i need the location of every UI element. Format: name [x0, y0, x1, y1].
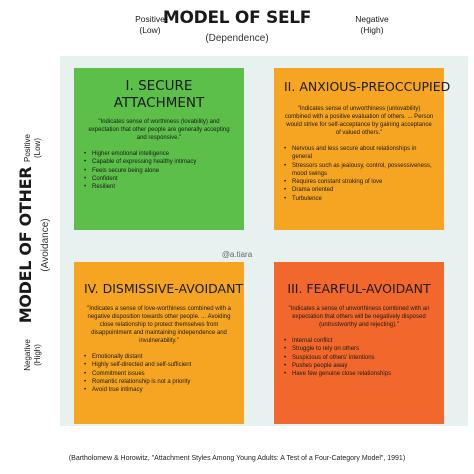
secure-quote: "Indicates sense of worthiness (lovability) and expectation that other people are generally accepting and responsive." — [88, 119, 230, 141]
list-item: • Struggle to rely on others — [284, 345, 434, 353]
quadrant-dismissive-avoidant — [74, 262, 244, 424]
list-item: • Confident — [84, 175, 234, 183]
list-item: • Pushes people away — [284, 362, 434, 370]
quadrant-fearful-avoidant — [274, 262, 444, 424]
model-of-self-title: MODEL OF SELF — [162, 8, 312, 28]
model-of-self-subtitle: (Dependence) — [205, 33, 269, 44]
fearful-traits-list — [284, 337, 434, 378]
secure-title-line-1: I. SECURE — [125, 78, 193, 94]
side-negative-level: (High) — [33, 344, 42, 366]
fearful-quote: "Indicates a sense of unworthiness combined with an expectation that others will be negatively disposed (untrustworthy and rejecting)." — [288, 306, 430, 328]
list-item: • Turbulence — [284, 195, 434, 203]
dismissive-traits-list — [84, 353, 234, 394]
list-item: • Have few genuine close relationships — [284, 370, 434, 378]
anxious-traits-list — [284, 145, 434, 203]
top-negative-level: (High) — [360, 25, 384, 35]
top-negative-text: Negative — [355, 14, 389, 24]
list-item: • Highly self-directed and self-sufficient — [84, 361, 234, 369]
side-positive-text: Positive — [23, 134, 32, 163]
author-watermark: @a.tiara — [221, 250, 253, 259]
quadrant-fearful-title: III. FEARFUL-AVOIDANT — [287, 281, 431, 296]
quadrant-secure — [74, 68, 244, 230]
list-item: • Emotionally distant — [84, 353, 234, 361]
list-item: • Commitment issues — [84, 370, 234, 378]
list-item: • Higher emotional intelligence — [84, 150, 234, 158]
list-item: • Nervous and less secure about relationships in general — [284, 145, 434, 162]
top-axis-negative-label — [340, 14, 404, 36]
quadrant-secure-title — [84, 78, 234, 112]
side-negative-text: Negative — [23, 339, 32, 371]
model-of-other-subtitle: (Avoidance) — [40, 218, 51, 272]
list-item: • Capable of expressing healthy intimacy — [84, 158, 234, 166]
dismissive-quote: "Indicates a sense of love-worthiness combined with a negative disposition towards other people. ... Avoiding close relationship to protect themselves from disappointment and maintaining independence and invulnerability." — [87, 306, 231, 344]
side-positive-level: (Low) — [33, 138, 42, 159]
anxious-quote: "Indicates sense of unworthiness (unlovability) combined with a positive evaluation of others. ... Person would strive for self-acceptance by gaining acceptance of valued others." — [284, 106, 434, 136]
quadrant-anxious-preoccupied — [274, 68, 451, 230]
list-item: • Requires constant stroking of love — [284, 178, 434, 186]
top-positive-text: Positive — [135, 14, 165, 24]
quadrant-dismissive-title: IV. DISMISSIVE-AVOIDANT — [84, 281, 244, 296]
secure-traits-list — [84, 150, 234, 191]
top-positive-level: (Low) — [139, 25, 161, 35]
secure-title-line-2: ATTACHMENT — [113, 95, 205, 111]
quadrant-anxious-title: II. ANXIOUS-PREOCCUPIED — [284, 79, 451, 94]
list-item: • Romantic relationship is not a priority — [84, 378, 234, 386]
list-item: • Resilient — [84, 183, 234, 191]
citation-footer: (Bartholomew & Horowitz, "Attachment Styles Among Young Adults: A Test of a Four-Category Model", 1991) — [68, 455, 406, 462]
list-item: • Avoid true intimacy — [84, 386, 234, 394]
list-item: • Internal conflict — [284, 337, 434, 345]
list-item: • Stressors such as jealousy, control, possessiveness, mood swings — [284, 162, 434, 179]
list-item: • Feels secure being alone — [84, 167, 234, 175]
list-item: • Drama oriented — [284, 186, 434, 194]
model-of-other-title: MODEL OF OTHER — [16, 166, 35, 324]
list-item: • Suspicious of others' intentions — [284, 354, 434, 362]
